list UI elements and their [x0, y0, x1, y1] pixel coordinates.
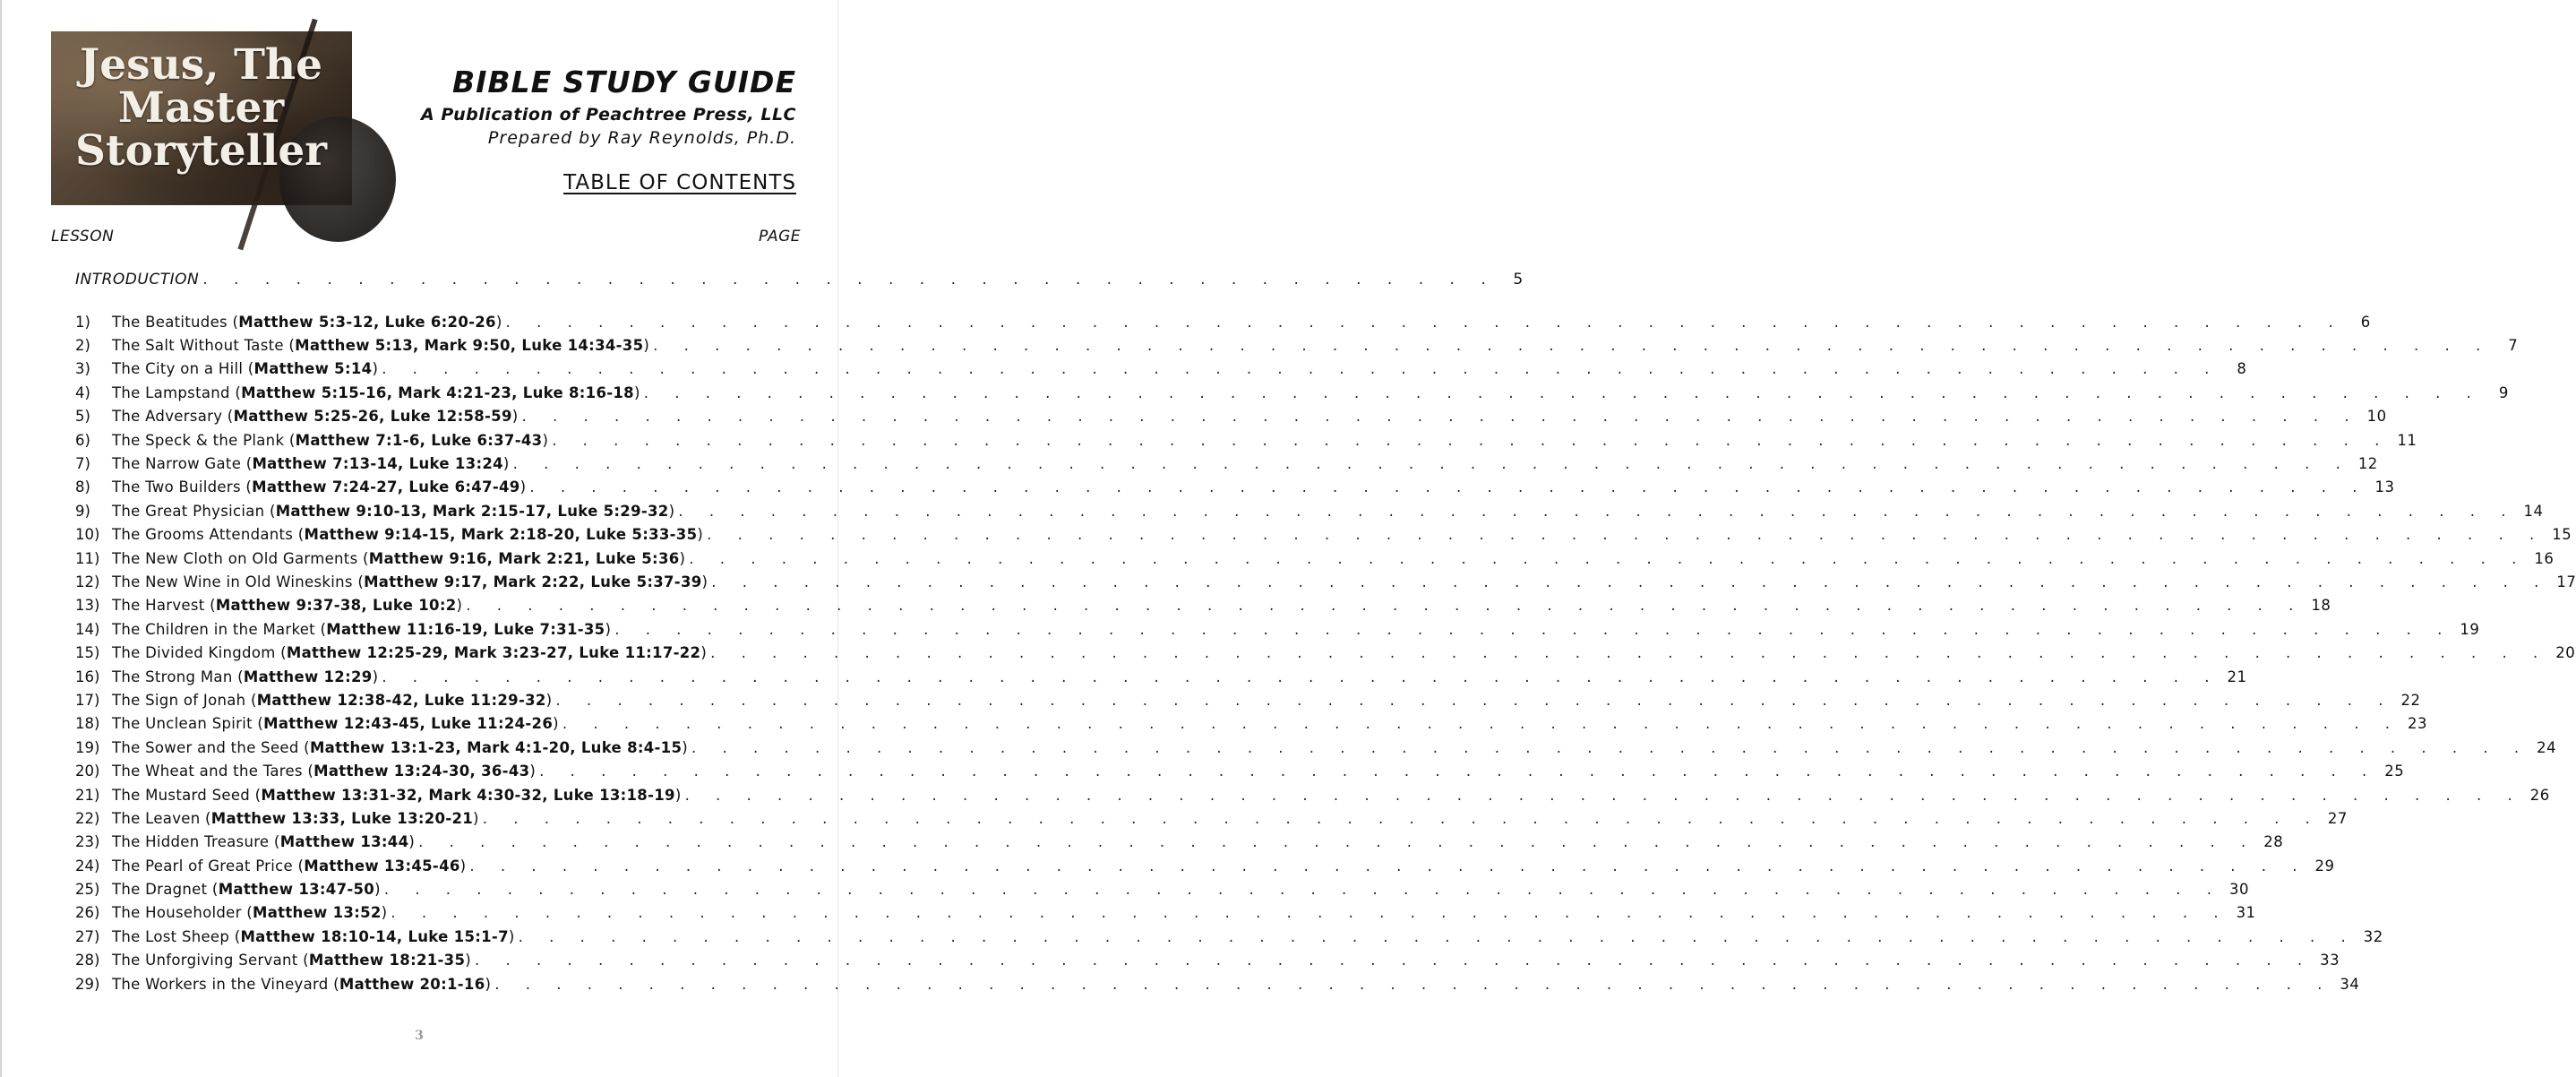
entry-scripture-reference: Matthew 12:38-42, Luke 11:29-32	[256, 691, 546, 709]
toc-entry	[75, 381, 2509, 404]
toc-entry	[75, 972, 2360, 995]
entry-title: The Harvest	[112, 597, 205, 615]
entry-page: 14	[2523, 502, 2544, 520]
entry-title: The Strong Man	[112, 668, 233, 685]
entry-title: The Wheat and the Tares	[112, 763, 303, 780]
entry-text: The Salt Without Taste (Matthew 5:13, Mark 9:50, Luke 14:34-35)	[112, 337, 650, 355]
toc-entry	[75, 854, 2335, 877]
dot-leader: . . . . . . . . . . . . . . . . . . . . . . . . . . . . . . . . . . . . . . . . . . . . . . . . . . . . . . . . . . . .	[505, 313, 2344, 331]
entry-page: 12	[2357, 455, 2378, 473]
entry-text: The Grooms Attendants (Matthew 9:14-15, Mark 2:18-20, Luke 5:33-35)	[112, 526, 704, 544]
entry-title: The Unforgiving Servant	[112, 952, 298, 969]
entry-scripture-reference: Matthew 7:24-27, Luke 6:47-49	[252, 478, 520, 496]
entry-title: The Divided Kingdom	[112, 644, 276, 662]
guide-title: BIBLE STUDY GUIDE	[451, 65, 796, 99]
entry-page: 17	[2556, 573, 2576, 590]
entry-page: 15	[2552, 526, 2572, 544]
entry-title: The Two Builders	[112, 478, 241, 496]
entry-page: 34	[2340, 975, 2360, 993]
toc-entry	[75, 499, 2544, 522]
toc-entry	[75, 831, 2284, 854]
toc-entry	[75, 901, 2256, 925]
entry-number: 26)	[75, 904, 100, 922]
entry-scripture-reference: Matthew 13:45-46	[304, 857, 460, 875]
entry-text: The Children in the Market (Matthew 11:16-19, Luke 7:31-35)	[112, 620, 612, 638]
toc-entry	[75, 358, 2247, 381]
entry-number: 22)	[75, 809, 100, 827]
entry-page: 33	[2320, 952, 2340, 969]
entry-text: The Lampstand (Matthew 5:15-16, Mark 4:21-23, Luke 8:16-18)	[112, 383, 640, 401]
entry-number: 18)	[75, 715, 100, 733]
entry-number: 12)	[75, 573, 100, 590]
dot-leader: . . . . . . . . . . . . . . . . . . . . . . . . . . . . . . . . . . . . . . . . . . . . . . . . . . . . . . . . . . . .	[382, 668, 2220, 685]
entry-text: The City on a Hill (Matthew 5:14)	[112, 360, 379, 378]
cover-title-line: Master	[117, 83, 285, 133]
entry-scripture-reference: Matthew 5:25-26, Luke 12:58-59	[233, 408, 512, 426]
entry-page: 29	[2314, 857, 2335, 875]
entry-number: 2)	[75, 337, 90, 355]
entry-scripture-reference: Matthew 13:47-50	[218, 881, 375, 899]
toc-entry	[75, 523, 2572, 547]
toc-entry	[75, 570, 2576, 593]
entry-title: The Householder	[112, 904, 242, 922]
entry-text: The Unclean Spirit (Matthew 12:43-45, Luke 11:24-26)	[112, 715, 559, 733]
toc-entry	[75, 333, 2519, 357]
entry-scripture-reference: Matthew 20:1-16	[339, 975, 485, 993]
entry-number: 13)	[75, 597, 100, 615]
entry-page: 18	[2311, 597, 2331, 615]
entry-page: 22	[2400, 691, 2421, 709]
toc-entry	[75, 310, 2371, 333]
author-line: Prepared by Ray Reynolds, Ph.D.	[487, 128, 796, 148]
entry-scripture-reference: Matthew 9:16, Mark 2:21, Luke 5:36	[368, 549, 680, 567]
dot-leader: . . . . . . . . . . . . . . . . . . . . . . . . . . . . . . . . . . . . . . . . . . . . . . . . . . . . . . . . . . . .	[466, 597, 2305, 615]
entry-text: The Dragnet (Matthew 13:47-50)	[112, 881, 381, 899]
toc-entry	[75, 949, 2340, 972]
toc-entry	[75, 688, 2421, 711]
toc-entry-introduction	[75, 269, 1524, 290]
entry-title: The Leaven	[112, 809, 201, 827]
entry-page: 27	[2327, 809, 2348, 827]
dot-leader: . . . . . . . . . . . . . . . . . . . . . . . . . . . . . . . . . . . . . . . . . . . . . . . . . . . . . . . . . . . .	[382, 360, 2220, 378]
entry-page: 10	[2366, 408, 2387, 426]
cover-image	[51, 31, 352, 205]
entry-title: The Adversary	[112, 408, 223, 426]
entry-scripture-reference: Matthew 7:13-14, Luke 13:24	[252, 455, 503, 473]
lesson-column-header: LESSON	[51, 228, 115, 246]
entry-page: 19	[2460, 620, 2480, 638]
dot-leader: . . . . . . . . . . . . . . . . . . . . . . . . . . . . . . . . . . . . . . . . . . . . . . . . . . . . . . . . . . . .	[383, 881, 2222, 899]
entry-text: The Speck & the Plank (Matthew 7:1-6, Luke 6:37-43)	[112, 431, 549, 449]
entry-number: 11)	[75, 549, 100, 567]
entry-scripture-reference: Matthew 13:24-30, 36-43	[313, 763, 530, 780]
entry-page: 32	[2363, 927, 2383, 945]
page-column-header: PAGE	[759, 228, 801, 246]
dot-leader: . . . . . . . . . . . . . . . . . . . . . . . . . . . . . . . . . . . . . . . . . . . . . . . . . . . . . . . . . . . .	[643, 383, 2482, 401]
dot-leader: . . . . . . . . . . . . . . . . . . . . . . . . . . . . . . . . . . . . . . . . . . . . . . . . . . . . . . . . . . . .	[494, 975, 2333, 993]
toc-entry	[75, 759, 2405, 782]
cover-title	[51, 40, 351, 176]
publisher-line: A Publication of Peachtree Press, LLC	[421, 105, 796, 125]
toc-entry	[75, 641, 2576, 664]
toc-entry	[75, 783, 2550, 806]
entry-scripture-reference: Matthew 18:21-35	[308, 952, 466, 969]
toc-entry	[75, 736, 2557, 759]
dot-leader: . . . . . . . . . . . . . . . . . . . . . . . . . . . . . . . . . . . . . . . . . . . . . . . . . . . . . . . . . . . .	[711, 573, 2550, 590]
dot-leader: . . . . . . . . . . . . . . . . . . . . . . . . . . . . . . . . . . . . . . . . . . . . . . . . . . . . . . . . . . . .	[418, 833, 2257, 851]
entry-number: 1)	[75, 313, 90, 331]
entry-title: The Pearl of Great Price	[112, 857, 293, 875]
entry-title: The New Wine in Old Wineskins	[112, 573, 353, 590]
entry-number: 20)	[75, 763, 100, 780]
entry-scripture-reference: Matthew 9:14-15, Mark 2:18-20, Luke 5:33-35	[304, 526, 698, 544]
entry-page: 23	[2408, 715, 2427, 733]
toc-entry	[75, 617, 2480, 641]
toc-entry	[75, 476, 2395, 499]
entry-scripture-reference: Matthew 12:29	[243, 668, 373, 685]
entry-title: The Dragnet	[112, 881, 208, 899]
dot-leader: . . . . . . . . . . . . . . . . . . . . . . . . . . . . . . . . . . . . . . . . . . . . . . . . . . . . . . . . . . . .	[678, 502, 2517, 520]
entry-title: The Narrow Gate	[112, 455, 242, 473]
entry-number: 17)	[75, 691, 100, 709]
entry-title: The New Cloth on Old Garments	[112, 549, 358, 567]
entry-title: The Sign of Jonah	[112, 691, 246, 709]
entry-number: 14)	[75, 620, 100, 638]
entry-title: The Speck & the Plank	[112, 431, 285, 449]
entry-scripture-reference: Matthew 5:3-12, Luke 6:20-26	[238, 313, 496, 331]
dot-leader: . . . . . . . . . . . . . . . . . . . . . . . . . . . . . . . . . . . . . . . . . . . . . . . . . . . . . . . . . . . .	[518, 927, 2357, 945]
dot-leader: . . . . . . . . . . . . . . . . . . . . . . . . . . . . . . . . . . . . . . . . . . . . . . . . . . . . . . . . . . . .	[475, 952, 2314, 969]
entry-scripture-reference: Matthew 13:44	[279, 833, 409, 851]
entry-scripture-reference: Matthew 13:33, Luke 13:20-21	[210, 809, 474, 827]
entry-text: The New Wine in Old Wineskins (Matthew 9:17, Mark 2:22, Luke 5:37-39)	[112, 573, 708, 590]
entry-text: The Divided Kingdom (Matthew 12:25-29, Mark 3:23-27, Luke 11:17-22)	[112, 644, 708, 662]
entry-page: 24	[2537, 738, 2557, 756]
dot-leader: . . . . . . . . . . . . . . . . . . . . . . . . . . . . . . . . . . . . . . . . . . . . . . . . . . . . . . . . . . . .	[562, 715, 2400, 733]
dot-leader: . . . . . . . . . . . . . . . . . . . . . . . . . . . . . . . . . . . . . . . . . . . . . . . . . . . . . . . . . . . .	[653, 337, 2492, 355]
entry-title: The Workers in the Vineyard	[112, 975, 329, 993]
entry-scripture-reference: Matthew 12:43-45, Luke 11:24-26	[263, 715, 554, 733]
entry-page: 31	[2236, 904, 2256, 922]
entry-scripture-reference: Matthew 9:37-38, Luke 10:2	[215, 597, 457, 615]
toc-entry	[75, 712, 2427, 736]
entry-page: 20	[2555, 644, 2576, 662]
entry-number: 7)	[75, 455, 90, 473]
entry-scripture-reference: Matthew 18:10-14, Luke 15:1-7	[240, 927, 509, 945]
toc-heading: TABLE OF CONTENTS	[563, 171, 796, 194]
entry-number: 23)	[75, 833, 100, 851]
toc-entry	[75, 925, 2383, 948]
entry-number: 6)	[75, 431, 90, 449]
toc-entry	[75, 452, 2378, 475]
entry-page: 16	[2534, 549, 2555, 567]
dot-leader: . . . . . . . . . . . . . . . . . . . . . . . . . . . . . . . . . . . . . . . . . . . . . . . . . . . . . . . . . . . .	[512, 455, 2351, 473]
entry-number: 25)	[75, 881, 100, 899]
introduction-page: 5	[1513, 271, 1524, 289]
entry-scripture-reference: Matthew 5:13, Mark 9:50, Luke 14:34-35	[295, 337, 644, 355]
entry-page: 28	[2263, 833, 2284, 851]
entry-title: The Lost Sheep	[112, 927, 230, 945]
entry-number: 9)	[75, 502, 90, 520]
entry-number: 16)	[75, 668, 100, 685]
page-edge-left	[0, 0, 2, 1077]
entry-number: 21)	[75, 786, 100, 804]
entry-number: 3)	[75, 360, 90, 378]
dot-leader: . . . . . . . . . . . . . . . . . . . . . . . . . . . . . . . . . . . . . . . . . . . . . . . . . . . . . . . . . . . .	[391, 904, 2229, 922]
entry-page: 6	[2360, 313, 2371, 331]
entry-text: The Lost Sheep (Matthew 18:10-14, Luke 15:1-7)	[112, 927, 515, 945]
dot-leader: . . . . . . . . . . . . . . . . . . . . . . . . . . . . . . . . . . . . . . . . . . . . . . . . . . . . . . . . . . . .	[555, 691, 2394, 709]
entry-text: The Great Physician (Matthew 9:10-13, Mark 2:15-17, Luke 5:29-32)	[112, 502, 675, 520]
toc-entry	[75, 665, 2247, 688]
dot-leader: . . . . . . . . . . . . . . . . . . . . . . . . . . . . . . . . . . . . . . . . . . . . . . . . . . . . . . . . . . . .	[684, 786, 2523, 804]
entry-title: The City on a Hill	[112, 360, 244, 378]
entry-text: The Leaven (Matthew 13:33, Luke 13:20-21)	[112, 809, 479, 827]
entry-page: 30	[2228, 881, 2249, 899]
entry-page: 13	[2374, 478, 2395, 496]
entry-text: The Narrow Gate (Matthew 7:13-14, Luke 13:24)	[112, 455, 510, 473]
entry-number: 8)	[75, 478, 90, 496]
entry-page: 7	[2508, 337, 2519, 355]
entry-title: The Mustard Seed	[112, 786, 251, 804]
entry-number: 27)	[75, 927, 100, 945]
toc-list	[75, 310, 2576, 995]
entry-number: 10)	[75, 526, 100, 544]
entry-scripture-reference: Matthew 13:31-32, Mark 4:30-32, Luke 13:18-19	[261, 786, 675, 804]
entry-number: 28)	[75, 952, 100, 969]
entry-title: The Salt Without Taste	[112, 337, 284, 355]
entry-title: The Great Physician	[112, 502, 265, 520]
cover-title-line: Jesus, The	[79, 40, 322, 90]
dot-leader: . . . . . . . . . . . . . . . . . . . . . . . . . . . . . . . . . . . . . . . . . . . . . . . . . . . . . . . . . . . .	[691, 738, 2530, 756]
toc-entry	[75, 547, 2555, 570]
entry-text: The New Cloth on Old Garments (Matthew 9:16, Mark 2:21, Luke 5:36)	[112, 549, 686, 567]
entry-title: The Unclean Spirit	[112, 715, 253, 733]
dot-leader: . . . . . . . . . . . . . . . . . . . . . . . . . . . . . . . . . . . . . . . . . . . . . . . . . . . . . . . . . . . .	[539, 763, 2378, 780]
entry-page: 11	[2397, 431, 2417, 449]
dot-leader: . . . . . . . . . . . . . . . . . . . . . . . . . . . . . . . . . . . . . . . . . . . . . . . . . . . . . . . . . . . .	[469, 857, 2308, 875]
dot-leader: . . . . . . . . . . . . . . . . . . . . . . . . . . . . . . . . . . . . . . . . . . . . . . . . . . . . . . . . . . . .	[552, 431, 2391, 449]
entry-scripture-reference: Matthew 5:15-16, Mark 4:21-23, Luke 8:16-18	[241, 383, 634, 401]
entry-page: 26	[2529, 786, 2550, 804]
entry-page: 25	[2384, 763, 2405, 780]
entry-text: The Sower and the Seed (Matthew 13:1-23, Mark 4:1-20, Luke 8:4-15)	[112, 738, 688, 756]
dot-leader: . . . . . . . . . . . . . . . . . . . . . . . . . . . . . . . . . . . . . . . . . . . . . . . . . . . . . . . . . . . .	[707, 526, 2546, 544]
entry-scripture-reference: Matthew 12:25-29, Mark 3:23-27, Luke 11:17-22	[286, 644, 701, 662]
introduction-label: INTRODUCTION	[75, 271, 200, 289]
entry-title: The Sower and the Seed	[112, 738, 299, 756]
dot-leader: . . . . . . . . . . . . . . . . . . . . . . . . . . . . . . . . . . . . . . . . . . . . . . . . . . . . . . . . . . . .	[614, 620, 2453, 638]
entry-scripture-reference: Matthew 11:16-19, Luke 7:31-35	[326, 620, 605, 638]
dot-leader: . . . . . . . . . . . . . . . . . . . . . . . . . . . . . . . . . . . . . . . . . . . . . . . . . . . . . . . . . . . .	[710, 644, 2549, 662]
entry-text: The Two Builders (Matthew 7:24-27, Luke 6:47-49)	[112, 478, 527, 496]
entry-title: The Lampstand	[112, 383, 230, 401]
entry-page: 21	[2227, 668, 2247, 685]
toc-entry	[75, 405, 2387, 428]
entry-text: The Sign of Jonah (Matthew 12:38-42, Luke 11:29-32)	[112, 691, 553, 709]
entry-text: The Hidden Treasure (Matthew 13:44)	[112, 833, 416, 851]
entry-number: 29)	[75, 975, 100, 993]
toc-entry	[75, 594, 2331, 617]
entry-text: The Adversary (Matthew 5:25-26, Luke 12:58-59)	[112, 408, 519, 426]
entry-text: The Workers in the Vineyard (Matthew 20:1-16)	[112, 975, 492, 993]
entry-scripture-reference: Matthew 9:17, Mark 2:22, Luke 5:37-39	[364, 573, 702, 590]
entry-text: The Wheat and the Tares (Matthew 13:24-30, 36-43)	[112, 763, 537, 780]
entry-text: The Mustard Seed (Matthew 13:31-32, Mark 4:30-32, Luke 13:18-19)	[112, 786, 682, 804]
entry-number: 19)	[75, 738, 100, 756]
entry-scripture-reference: Matthew 5:14	[253, 360, 373, 378]
entry-text: The Harvest (Matthew 9:37-38, Luke 10:2)	[112, 597, 463, 615]
dot-leader: . . . . . . . . . . . . . . . . . . . . . . . . . . . . . . . . . . . . . . . . . . . . . . . . . . . . . . . . . . . .	[529, 478, 2368, 496]
dot-leader: . . . . . . . . . . . . . . . . . . . . . . . . . . . . . . . . . . . . . . . . . .	[202, 271, 1497, 289]
page-number: 3	[415, 1029, 424, 1043]
entry-title: The Children in the Market	[112, 620, 315, 638]
entry-number: 24)	[75, 857, 100, 875]
entry-number: 15)	[75, 644, 100, 662]
entry-scripture-reference: Matthew 13:52	[252, 904, 382, 922]
toc-entry	[75, 877, 2249, 900]
entry-text: The Strong Man (Matthew 12:29)	[112, 668, 379, 685]
entry-scripture-reference: Matthew 9:10-13, Mark 2:15-17, Luke 5:29-32	[275, 502, 669, 520]
entry-title: The Beatitudes	[112, 313, 228, 331]
entry-page: 9	[2498, 383, 2509, 401]
entry-number: 5)	[75, 408, 90, 426]
toc-entry	[75, 806, 2348, 830]
dot-leader: . . . . . . . . . . . . . . . . . . . . . . . . . . . . . . . . . . . . . . . . . . . . . . . . . . . . . . . . . . . .	[689, 549, 2528, 567]
dot-leader: . . . . . . . . . . . . . . . . . . . . . . . . . . . . . . . . . . . . . . . . . . . . . . . . . . . . . . . . . . . .	[482, 809, 2321, 827]
cover-title-line: Storyteller	[74, 126, 328, 176]
toc-entry	[75, 428, 2417, 452]
entry-page: 8	[2237, 360, 2247, 378]
entry-text: The Beatitudes (Matthew 5:3-12, Luke 6:20-26)	[112, 313, 502, 331]
entry-title: The Grooms Attendants	[112, 526, 294, 544]
dot-leader: . . . . . . . . . . . . . . . . . . . . . . . . . . . . . . . . . . . . . . . . . . . . . . . . . . . . . . . . . . . .	[521, 408, 2360, 426]
entry-text: The Pearl of Great Price (Matthew 13:45-46)	[112, 857, 467, 875]
entry-text: The Unforgiving Servant (Matthew 18:21-35)	[112, 952, 471, 969]
entry-scripture-reference: Matthew 13:1-23, Mark 4:1-20, Luke 8:4-15	[309, 738, 683, 756]
entry-scripture-reference: Matthew 7:1-6, Luke 6:37-43	[295, 431, 543, 449]
entry-title: The Hidden Treasure	[112, 833, 270, 851]
entry-number: 4)	[75, 383, 90, 401]
entry-text: The Householder (Matthew 13:52)	[112, 904, 388, 922]
